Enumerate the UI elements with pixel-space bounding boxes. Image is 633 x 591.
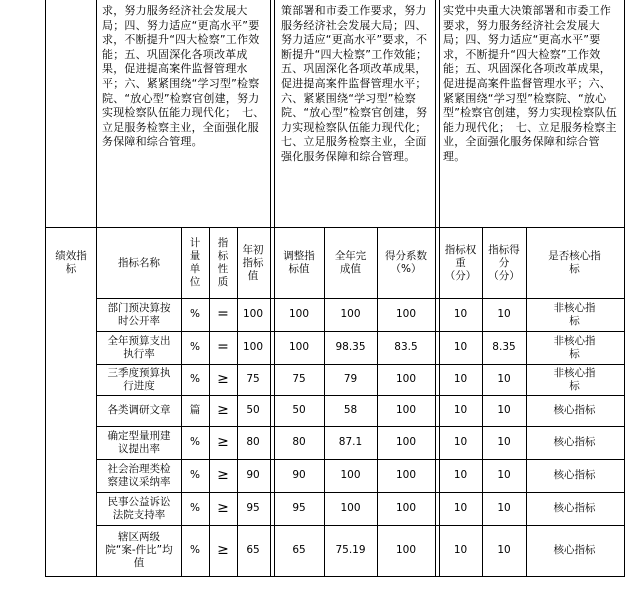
cell-initial: 50	[246, 404, 260, 416]
cell-completed: 75.19	[335, 544, 366, 556]
cell-core: 非核心指标	[553, 334, 596, 360]
cell-nature: ≥	[217, 402, 229, 418]
cell-name: 全年预算支出执行率	[107, 334, 171, 360]
cell-nature: ≥	[217, 434, 229, 450]
grid-line	[96, 426, 625, 427]
cell-nature: =	[217, 339, 229, 355]
grid-line	[96, 395, 625, 396]
grid-line	[270, 227, 275, 577]
cell-initial: 100	[242, 308, 264, 320]
cell-unit: %	[190, 502, 200, 514]
header-core: 是否核心指标	[548, 250, 601, 275]
cell-nature: ≥	[217, 371, 229, 387]
cell-score: 10	[497, 436, 511, 448]
cell-weight: 10	[453, 502, 468, 514]
cell-nature: ≥	[217, 500, 229, 516]
cell-unit: %	[190, 373, 200, 385]
header-completed: 全年完成值	[334, 250, 367, 275]
grid-line	[435, 0, 440, 227]
grid-line	[96, 364, 625, 365]
cell-adjusted: 95	[292, 502, 306, 514]
grid-line	[377, 227, 378, 577]
cell-core: 非核心指标	[553, 301, 596, 327]
cell-adjusted: 100	[288, 341, 310, 353]
cell-completed: 79	[343, 373, 358, 385]
cell-score: 8.35	[492, 341, 516, 353]
goal-text-right: 实党中央重大决策部署和市委工作要求，努力服务经济社会发展大局；四、努力适应“更高水平”要求，不断提升“四大检察”工作效能；五、巩固深化各项改革成果，促进提高案件监督管理水平；六、紧紧围绕“学习型”检察院、“放心型”检察官创建，努力实现检察队伍能力现代化； 七、立足服务检察主业，全面强化服务保障和综合管理。	[443, 4, 617, 163]
cell-initial: 65	[246, 544, 260, 556]
cell-completed: 87.1	[338, 436, 363, 448]
grid-line	[45, 576, 625, 577]
cell-unit: 篇	[189, 404, 201, 416]
header-unit: 计量单位	[189, 237, 201, 288]
cell-completed: 100	[340, 308, 361, 320]
cell-name: 部门预决算按时公开率	[107, 301, 171, 327]
cell-completed: 100	[340, 469, 361, 481]
section-label: 绩效指标	[55, 250, 87, 275]
cell-coef: 100	[395, 544, 417, 556]
cell-name: 确定型量刑建议提出率	[107, 429, 171, 455]
header-name: 指标名称	[118, 256, 160, 269]
cell-adjusted: 50	[292, 404, 306, 416]
grid-line	[526, 227, 527, 577]
grid-line	[181, 227, 182, 577]
cell-score: 10	[497, 544, 511, 556]
cell-adjusted: 80	[292, 436, 306, 448]
cell-adjusted: 65	[292, 544, 306, 556]
cell-unit: %	[190, 436, 200, 448]
cell-score: 10	[497, 469, 511, 481]
cell-coef: 100	[395, 469, 417, 481]
cell-nature: ≥	[217, 467, 229, 483]
cell-score: 10	[497, 502, 511, 514]
cell-name: 社会治理类检察建议采纳率	[107, 462, 171, 488]
cell-completed: 98.35	[335, 341, 366, 353]
cell-weight: 10	[453, 436, 468, 448]
cell-name: 民事公益诉讼法院支持率	[107, 495, 171, 521]
cell-coef: 83.5	[394, 341, 418, 353]
cell-initial: 100	[242, 341, 264, 353]
cell-nature: =	[217, 306, 229, 322]
grid-line	[482, 227, 483, 577]
grid-line	[45, 0, 46, 577]
cell-initial: 80	[246, 436, 260, 448]
cell-unit: %	[190, 469, 200, 481]
grid-line	[96, 298, 625, 299]
grid-line	[96, 492, 625, 493]
cell-completed: 58	[343, 404, 358, 416]
grid-line	[209, 227, 210, 577]
cell-score: 10	[497, 308, 511, 320]
cell-core: 核心指标	[553, 469, 596, 481]
cell-core: 核心指标	[553, 436, 596, 448]
cell-core: 核心指标	[553, 502, 596, 514]
cell-coef: 100	[395, 308, 417, 320]
cell-coef: 100	[395, 436, 417, 448]
grid-line	[237, 227, 238, 577]
cell-score: 10	[497, 404, 511, 416]
cell-initial: 90	[246, 469, 260, 481]
grid-line	[96, 525, 625, 526]
grid-line	[45, 227, 625, 228]
cell-score: 10	[497, 373, 511, 385]
header-adjusted: 调整指标值	[283, 250, 315, 275]
cell-coef: 100	[395, 502, 417, 514]
cell-coef: 100	[395, 373, 417, 385]
grid-line	[96, 459, 625, 460]
cell-coef: 100	[395, 404, 417, 416]
cell-adjusted: 90	[292, 469, 306, 481]
cell-completed: 100	[340, 502, 361, 514]
cell-weight: 10	[453, 469, 468, 481]
cell-weight: 10	[453, 544, 468, 556]
cell-weight: 10	[453, 341, 468, 353]
grid-line	[96, 0, 97, 577]
header-weight: 指标权重（分）	[444, 243, 477, 282]
grid-line	[624, 0, 625, 577]
cell-core: 非核心指标	[553, 366, 596, 392]
cell-name: 辖区两级院“案-件比”均值	[105, 531, 173, 569]
cell-initial: 95	[246, 502, 260, 514]
grid-line	[435, 227, 440, 577]
grid-line	[324, 227, 325, 577]
cell-weight: 10	[453, 308, 468, 320]
cell-weight: 10	[453, 404, 468, 416]
grid-line	[270, 0, 275, 227]
goal-text-left: 求，努力服务经济社会发展大局；四、努力适应“更高水平”要求，不断提升“四大检察”工作效能；五、巩固深化各项改革成果，促进提高案件监督管理水平；六、紧紧围绕“学习型”检察院、“放心型”检察官创建，努力实现检察队伍能力现代化； 七、立足服务检察主业，全面强化服务保障和综合管理。	[102, 4, 265, 149]
grid-line	[96, 331, 625, 332]
header-score: 指标得分（分）	[488, 243, 520, 282]
cell-core: 核心指标	[553, 544, 596, 556]
goal-text-middle: 策部署和市委工作要求，努力服务经济社会发展大局；四、努力适应“更高水平”要求，不断提升“四大检察”工作效能；五、巩固深化各项改革成果，促进提高案件监督管理水平；六、紧紧围绕“学习型”检察院、“放心型”检察官创建，努力实现检察队伍能力现代化； 七、立足服务检察主业，全面强化服务保障和综合管理。	[281, 4, 433, 163]
cell-nature: ≥	[217, 542, 229, 558]
cell-adjusted: 75	[292, 373, 306, 385]
header-initial: 年初指标值	[242, 243, 264, 282]
header-nature: 指标性质	[217, 237, 229, 288]
header-coefficient: 得分系数（%）	[385, 250, 427, 275]
cell-core: 核心指标	[553, 404, 596, 416]
cell-weight: 10	[453, 373, 468, 385]
cell-initial: 75	[246, 373, 260, 385]
cell-unit: %	[190, 544, 200, 556]
cell-name: 三季度预算执行进度	[107, 366, 171, 392]
cell-unit: %	[190, 308, 200, 320]
cell-name: 各类调研文章	[107, 404, 171, 416]
cell-unit: %	[190, 341, 200, 353]
cell-adjusted: 100	[288, 308, 310, 320]
